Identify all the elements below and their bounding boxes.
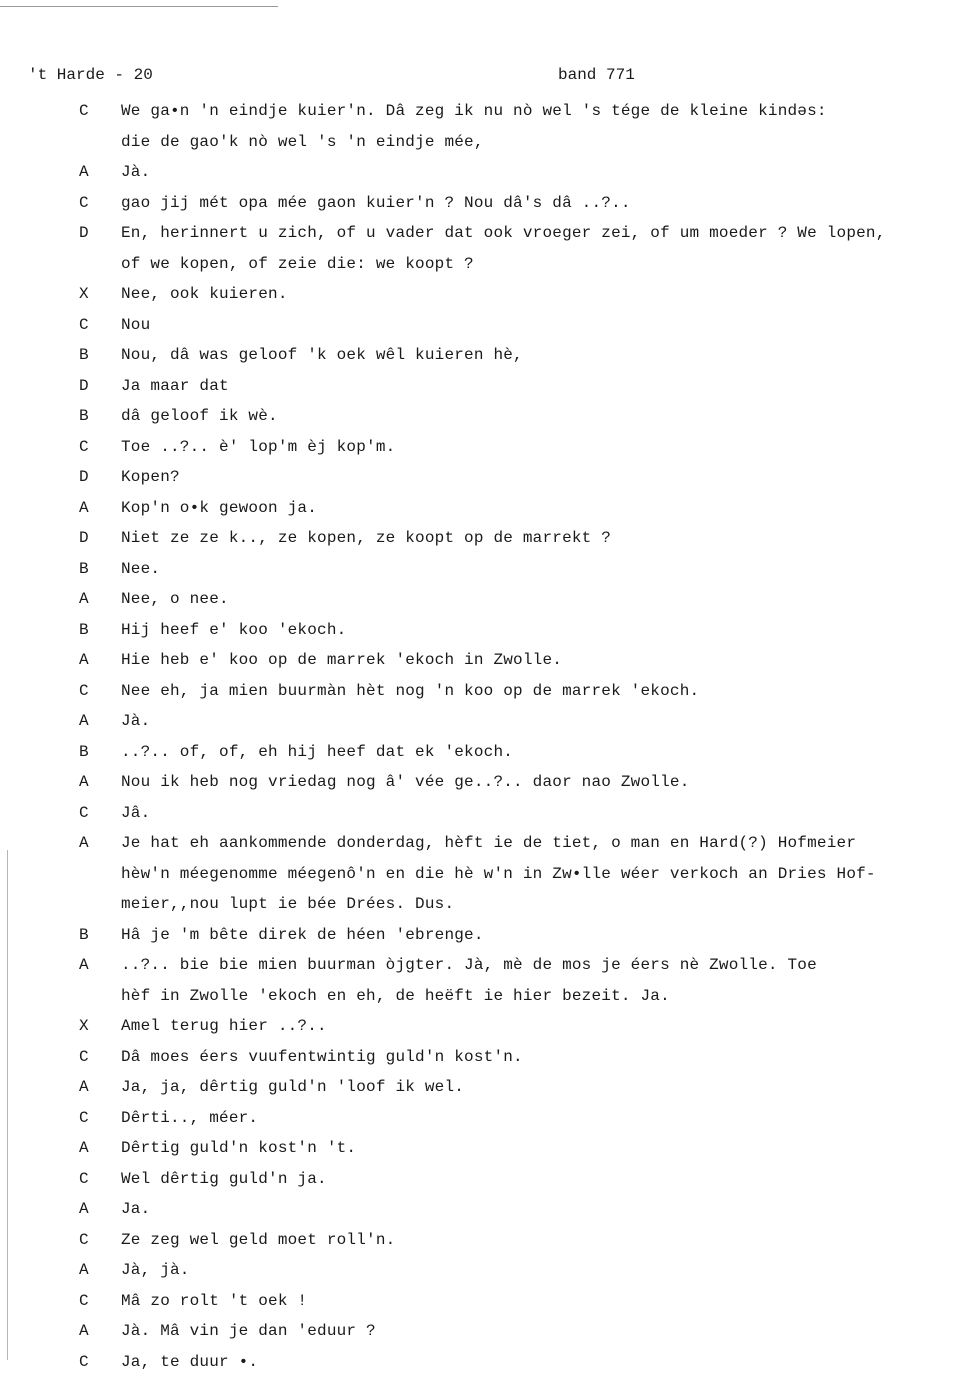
utterance-line: Dâ moes éers vuufentwintig guld'n kost'n. [121, 1047, 523, 1066]
speaker-label: C [79, 1169, 89, 1188]
utterance-line: Ja, ja, dêrtig guld'n 'loof ik wel. [121, 1078, 465, 1096]
dialogue-turn [0, 1042, 966, 1073]
speaker-label: B [79, 925, 89, 944]
speaker-label: C [79, 315, 89, 334]
utterance-line: die de gao'k nò wel 's 'n eindje mée, [121, 132, 484, 151]
utterance-line: Nee eh, ja mien buurmàn hèt nog 'n koo op de marrek 'ekoch. [121, 681, 700, 700]
utterance-line: Hie heb e' koo op de marrek 'ekoch in Zwolle. [121, 651, 563, 669]
speaker-label: A [79, 834, 89, 852]
speaker-label: B [79, 407, 89, 425]
speaker-label: A [79, 1261, 89, 1279]
speaker-label: D [79, 376, 89, 395]
dialogue-turn [0, 371, 966, 402]
utterance-line: hèw'n méegenomme méegenô'n en die hè w'n in Zw•lle wéer verkoch an Dries Hof- [121, 864, 876, 883]
speaker-label: B [79, 742, 89, 761]
dialogue-turn [0, 737, 966, 768]
speaker-label: C [79, 1352, 89, 1371]
speaker-label: C [79, 1291, 89, 1310]
dialogue-turn [0, 798, 966, 829]
speaker-label: C [79, 102, 89, 120]
dialogue-turn [0, 157, 966, 188]
utterance-line: Niet ze ze k.., ze kopen, ze koopt op de marrekt ? [121, 529, 612, 547]
utterance-line: En, herinnert u zich, of u vader dat ook vroeger zei, of um moeder ? We lopen, [121, 224, 886, 242]
speaker-label: A [79, 1200, 89, 1218]
speaker-label: C [79, 1230, 89, 1249]
utterance-line: We ga•n 'n eindje kuier'n. Dâ zeg ik nu nò wel 's tége de kleine kindəs: [121, 102, 827, 120]
tape-band-number: band 771 [558, 66, 635, 84]
utterance-line: Hâ je 'm bête direk de héen 'ebrenge. [121, 925, 484, 944]
utterance-line: Amel terug hier ..?.. [121, 1017, 327, 1035]
dialogue-turn [0, 1103, 966, 1134]
dialogue-turn [0, 615, 966, 646]
utterance-line: Nee, o nee. [121, 590, 229, 608]
speaker-label: A [79, 590, 89, 608]
utterance-line: ..?.. of, of, eh hij heef dat ek 'ekoch. [121, 742, 514, 761]
dialogue-turn [0, 401, 966, 432]
dialogue-turn [0, 462, 966, 493]
speaker-label: X [79, 285, 89, 303]
speaker-label: B [79, 559, 89, 578]
speaker-label: D [79, 468, 89, 486]
utterance-line: Jà. Mâ vin je dan 'eduur ? [121, 1322, 376, 1340]
dialogue-turn [0, 1255, 966, 1286]
dialogue-turn [0, 920, 966, 951]
dialogue-turn [0, 218, 966, 279]
utterance-line: Kopen? [121, 468, 180, 486]
utterance-line: Je hat eh aankommende donderdag, hèft ie de tiet, o man en Hard(?) Hofmeier [121, 834, 857, 852]
speaker-label: A [79, 498, 89, 517]
speaker-label: C [79, 437, 89, 456]
speaker-label: C [79, 193, 89, 212]
dialogue-turn [0, 1316, 966, 1347]
speaker-label: C [79, 1047, 89, 1066]
dialogue-turn [0, 1072, 966, 1103]
utterance-line: hèf in Zwolle 'ekoch en eh, de heëft ie hier bezeit. Ja. [121, 986, 670, 1005]
speaker-label: D [79, 529, 89, 547]
utterance-line: gao jij mét opa mée gaon kuier'n ? Nou dâ's dâ ..?.. [121, 193, 631, 212]
dialogue-turn [0, 1194, 966, 1225]
dialogue-turn [0, 1133, 966, 1164]
utterance-line: Nee, ook kuieren. [121, 285, 288, 303]
dialogue-turn [0, 1164, 966, 1195]
utterance-line: Ja, te duur •. [121, 1352, 259, 1371]
utterance-line: Nou ik heb nog vriedag nog â' vée ge..?.. daor nao Zwolle. [121, 773, 690, 791]
speaker-label: A [79, 773, 89, 791]
utterance-line: Wel dêrtig guld'n ja. [121, 1169, 327, 1188]
utterance-line: Jà, jà. [121, 1261, 190, 1279]
top-rule [0, 6, 278, 7]
dialogue-turn [0, 1011, 966, 1042]
speaker-label: A [79, 163, 89, 181]
utterance-line: Ja maar dat [121, 376, 229, 395]
utterance-line: Jâ. [121, 803, 151, 822]
utterance-line: Jà. [121, 163, 151, 181]
speaker-label: A [79, 712, 89, 730]
utterance-line: Kop'n o•k gewoon ja. [121, 498, 318, 517]
speaker-label: B [79, 346, 89, 364]
dialogue-turn [0, 1286, 966, 1317]
utterance-line: Mâ zo rolt 't oek ! [121, 1291, 308, 1310]
dialogue-turn [0, 340, 966, 371]
dialogue-turn [0, 645, 966, 676]
speaker-label: C [79, 681, 89, 700]
dialogue-turn [0, 676, 966, 707]
utterance-line: Nou [121, 315, 151, 334]
dialogue-turn [0, 1347, 966, 1378]
dialogue-turn [0, 828, 966, 920]
dialogue-turn [0, 279, 966, 310]
dialogue-turn [0, 1225, 966, 1256]
page-location-number: 't Harde - 20 [28, 66, 153, 84]
dialogue-turn [0, 96, 966, 157]
utterance-line: Dêrti.., méer. [121, 1108, 259, 1127]
dialogue-turn [0, 432, 966, 463]
speaker-label: A [79, 651, 89, 669]
utterance-line: Ja. [121, 1200, 151, 1218]
dialogue-turn [0, 767, 966, 798]
utterance-line: Nou, dâ was geloof 'k oek wêl kuieren hè, [121, 346, 523, 364]
utterance-line: Nee. [121, 559, 161, 578]
speaker-label: C [79, 803, 89, 822]
dialogue-turn [0, 188, 966, 219]
speaker-label: C [79, 1108, 89, 1127]
speaker-label: A [79, 956, 89, 974]
utterance-line: Jà. [121, 712, 151, 730]
utterance-line: meier,,nou lupt ie bée Drées. Dus. [121, 895, 455, 913]
speaker-label: D [79, 224, 89, 242]
dialogue-turn [0, 554, 966, 585]
utterance-line: Toe ..?.. è' lop'm èj kop'm. [121, 437, 396, 456]
utterance-line: dâ geloof ik wè. [121, 407, 278, 425]
dialogue-turn [0, 584, 966, 615]
page-header [28, 66, 948, 90]
utterance-line: of we kopen, of zeie die: we koopt ? [121, 254, 474, 273]
dialogue-turn [0, 310, 966, 341]
transcript [0, 96, 966, 1377]
utterance-line: Hij heef e' koo 'ekoch. [121, 620, 347, 639]
dialogue-turn [0, 493, 966, 524]
speaker-label: X [79, 1017, 89, 1035]
speaker-label: A [79, 1078, 89, 1096]
utterance-line: ..?.. bie bie mien buurman òjgter. Jà, mè de mos je éers nè Zwolle. Toe [121, 956, 817, 974]
dialogue-turn [0, 523, 966, 554]
utterance-line: Ze zeg wel geld moet roll'n. [121, 1230, 396, 1249]
utterance-line: Dêrtig guld'n kost'n 't. [121, 1139, 357, 1157]
dialogue-turn [0, 950, 966, 1011]
speaker-label: A [79, 1322, 89, 1340]
speaker-label: A [79, 1139, 89, 1157]
speaker-label: B [79, 620, 89, 639]
dialogue-turn [0, 706, 966, 737]
